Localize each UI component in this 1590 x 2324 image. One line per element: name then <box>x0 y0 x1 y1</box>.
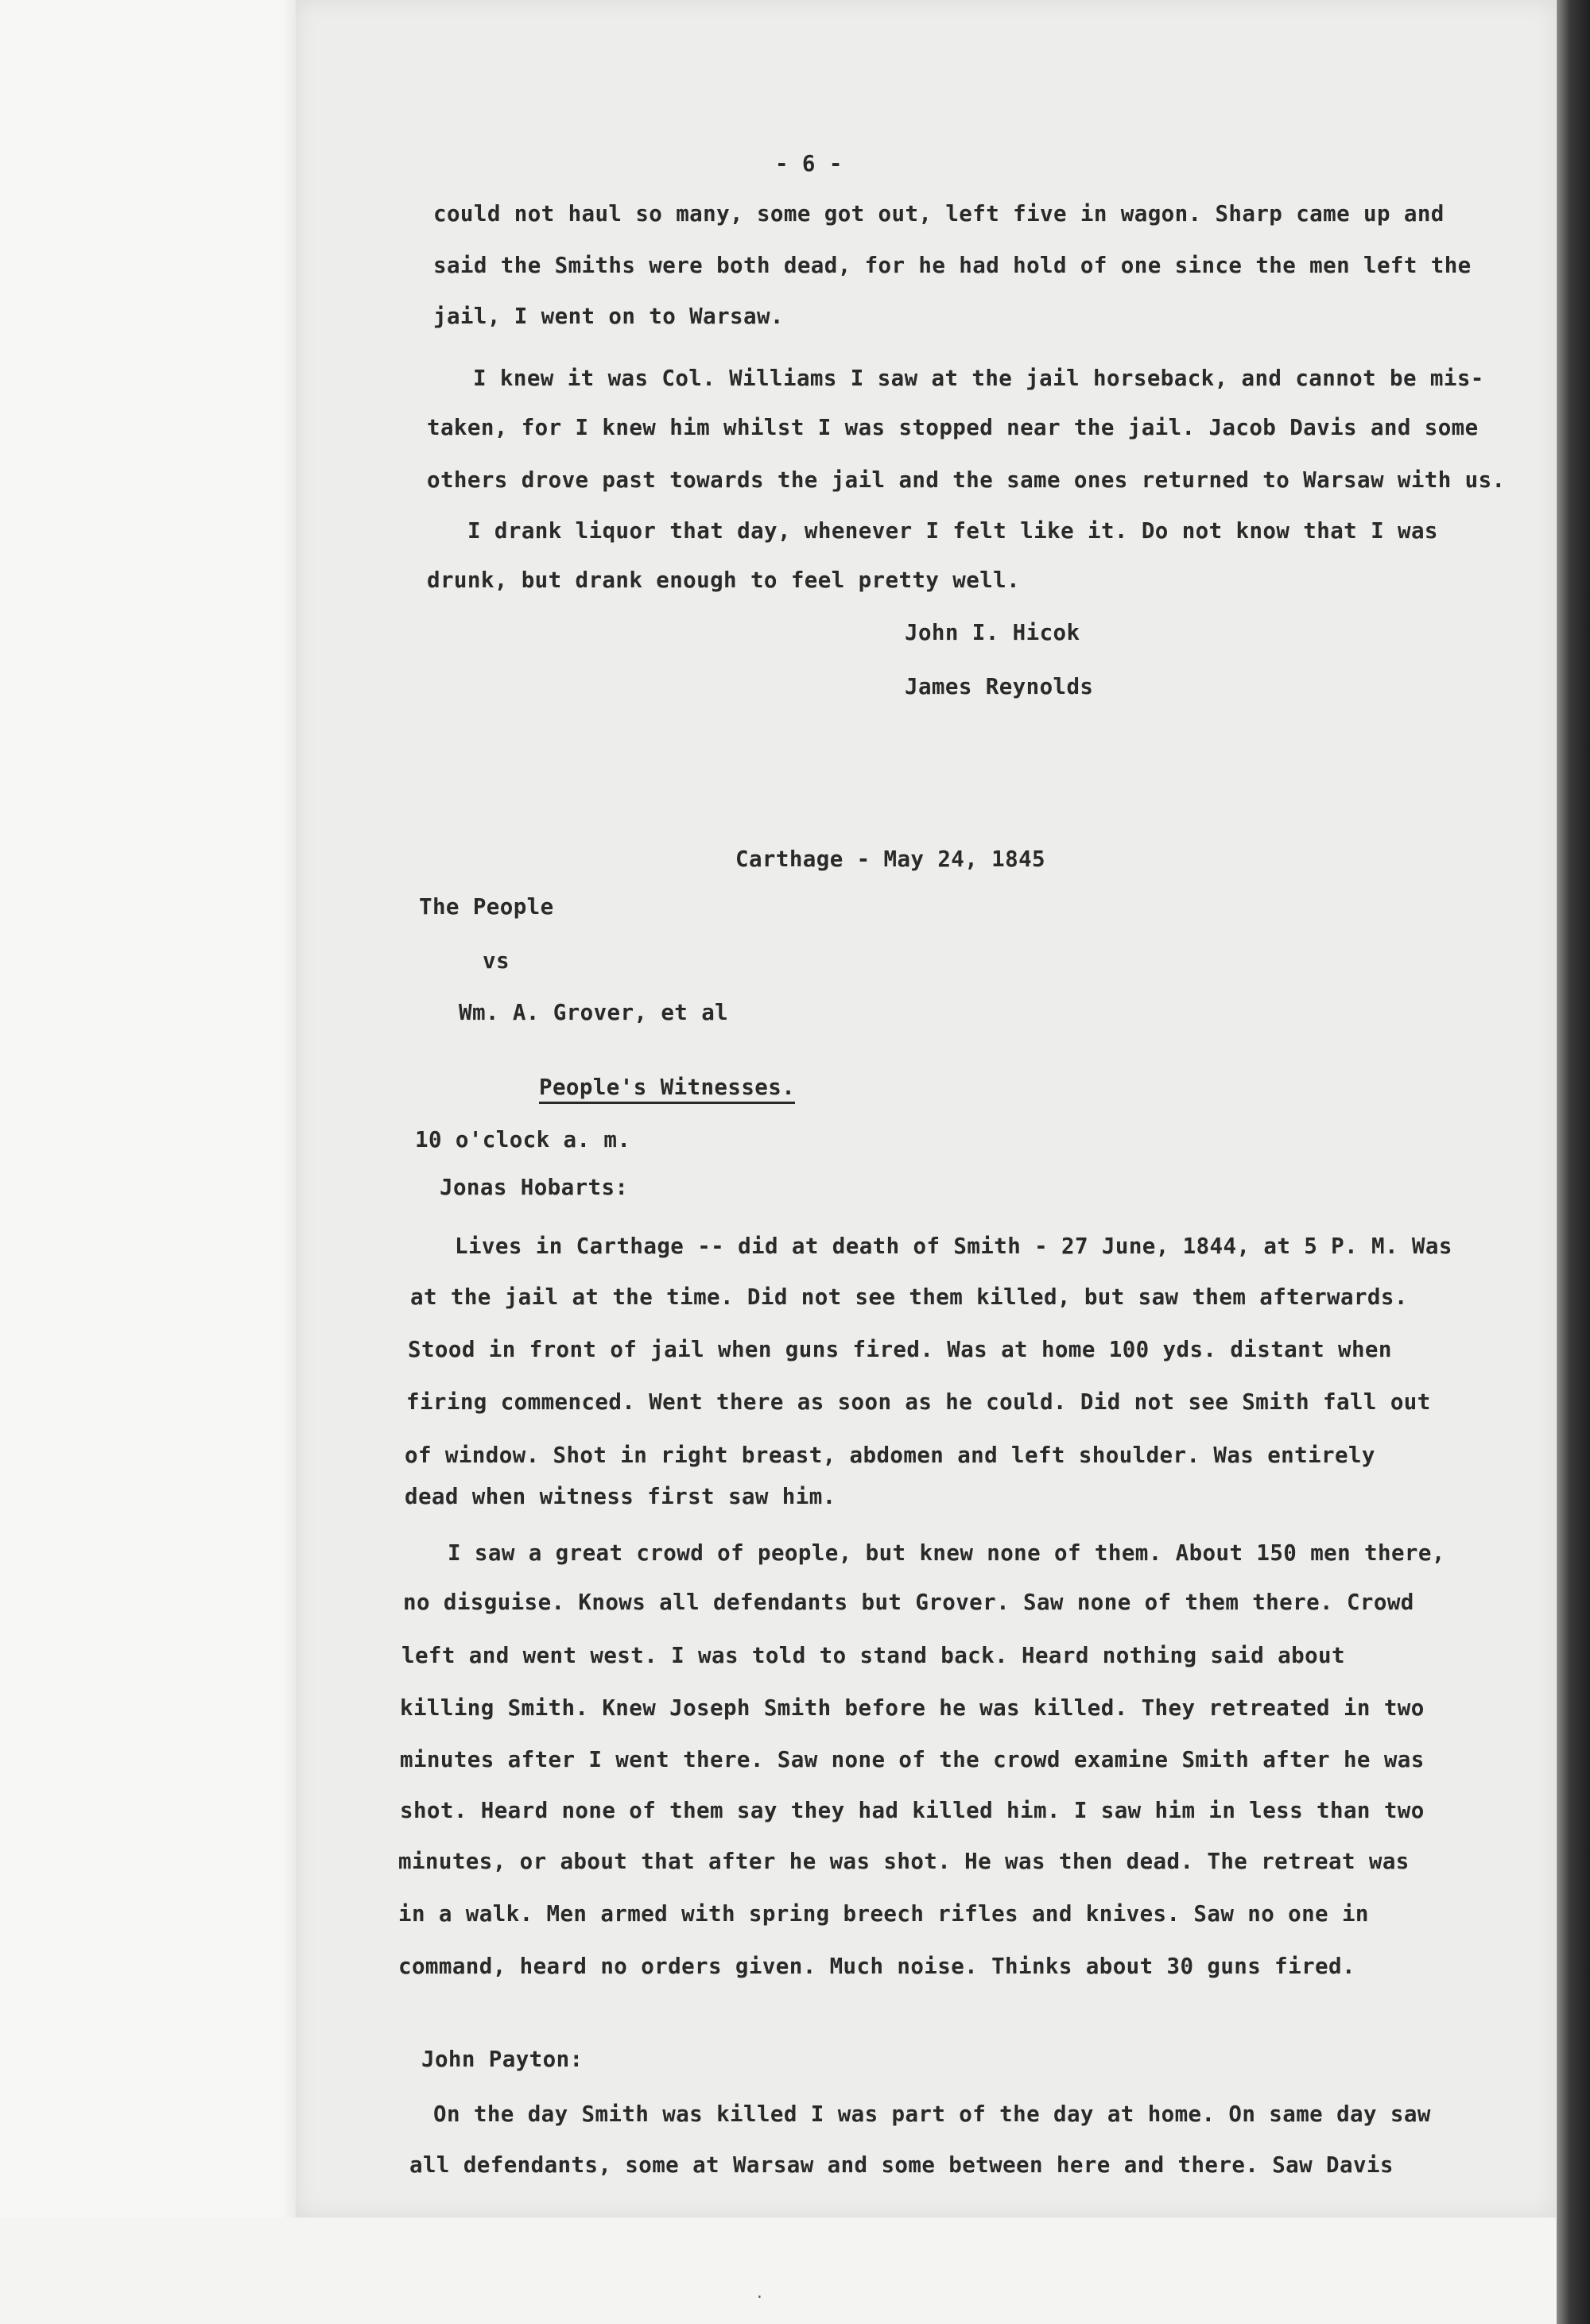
signature-name: James Reynolds <box>905 674 1094 699</box>
testimony-line: of window. Shot in right breast, abdomen and left shoulder. Was entirely <box>405 1443 1375 1468</box>
page-number: - 6 - <box>775 151 843 176</box>
testimony-line: minutes, or about that after he was shot. He was then dead. The retreat was <box>398 1849 1410 1874</box>
text-line: others drove past towards the jail and the same ones returned to Warsaw with us. <box>427 467 1506 493</box>
testimony-line: Lives in Carthage -- did at death of Smith - 27 June, 1844, at 5 P. M. Was <box>455 1234 1452 1259</box>
text-line: taken, for I knew him whilst I was stopped near the jail. Jacob Davis and some <box>427 415 1479 440</box>
testimony-line: no disguise. Knows all defendants but Grover. Saw none of them there. Crowd <box>403 1590 1414 1615</box>
plaintiff: The People <box>419 894 554 920</box>
text-line: said the Smiths were both dead, for he had hold of one since the men left the <box>433 253 1472 278</box>
testimony-line: firing commenced. Went there as soon as he could. Did not see Smith fall out <box>406 1389 1431 1415</box>
testimony-line: I saw a great crowd of people, but knew none of them. About 150 men there, <box>448 1540 1445 1566</box>
scan-speck <box>755 2289 762 2297</box>
section-title: People's Witnesses. <box>539 1075 795 1104</box>
document-page <box>296 0 1556 2217</box>
text-line: I drank liquor that day, whenever I felt like it. Do not know that I was <box>467 518 1438 544</box>
versus: vs <box>483 948 510 974</box>
testimony-line: dead when witness first saw him. <box>405 1484 836 1509</box>
text-line: jail, I went on to Warsaw. <box>433 304 784 329</box>
testimony-line: at the jail at the time. Did not see them killed, but saw them afterwards. <box>410 1284 1408 1310</box>
testimony-line: in a walk. Men armed with spring breech rifles and knives. Saw no one in <box>398 1901 1369 1927</box>
defendant: Wm. A. Grover, et al <box>459 1000 729 1025</box>
testimony-line: Stood in front of jail when guns fired. Was at home 100 yds. distant when <box>408 1337 1392 1362</box>
place-date: Carthage - May 24, 1845 <box>735 846 1045 872</box>
testimony-line: command, heard no orders given. Much noise. Thinks about 30 guns fired. <box>398 1954 1355 1979</box>
binding-spine <box>1557 0 1590 2324</box>
testimony-line: killing Smith. Knew Joseph Smith before he was killed. They retreated in two <box>400 1695 1425 1721</box>
witness-name: Jonas Hobarts: <box>440 1175 629 1200</box>
text-line: I knew it was Col. Williams I saw at the jail horseback, and cannot be mis- <box>473 366 1484 391</box>
testimony-line: all defendants, some at Warsaw and some between here and there. Saw Davis <box>409 2152 1394 2178</box>
scan-bottom-margin <box>0 2217 1557 2324</box>
testimony-line: On the day Smith was killed I was part of the day at home. On same day saw <box>433 2101 1431 2127</box>
time-stamp: 10 o'clock a. m. <box>415 1127 631 1152</box>
text-line: could not haul so many, some got out, left five in wagon. Sharp came up and <box>433 201 1445 227</box>
signature-name: John I. Hicok <box>905 620 1080 645</box>
testimony-line: shot. Heard none of them say they had killed him. I saw him in less than two <box>400 1798 1425 1823</box>
witness-name: John Payton: <box>421 2047 584 2072</box>
testimony-line: minutes after I went there. Saw none of the crowd examine Smith after he was <box>400 1747 1425 1772</box>
text-line: drunk, but drank enough to feel pretty well. <box>427 567 1021 593</box>
testimony-line: left and went west. I was told to stand back. Heard nothing said about <box>401 1643 1345 1668</box>
